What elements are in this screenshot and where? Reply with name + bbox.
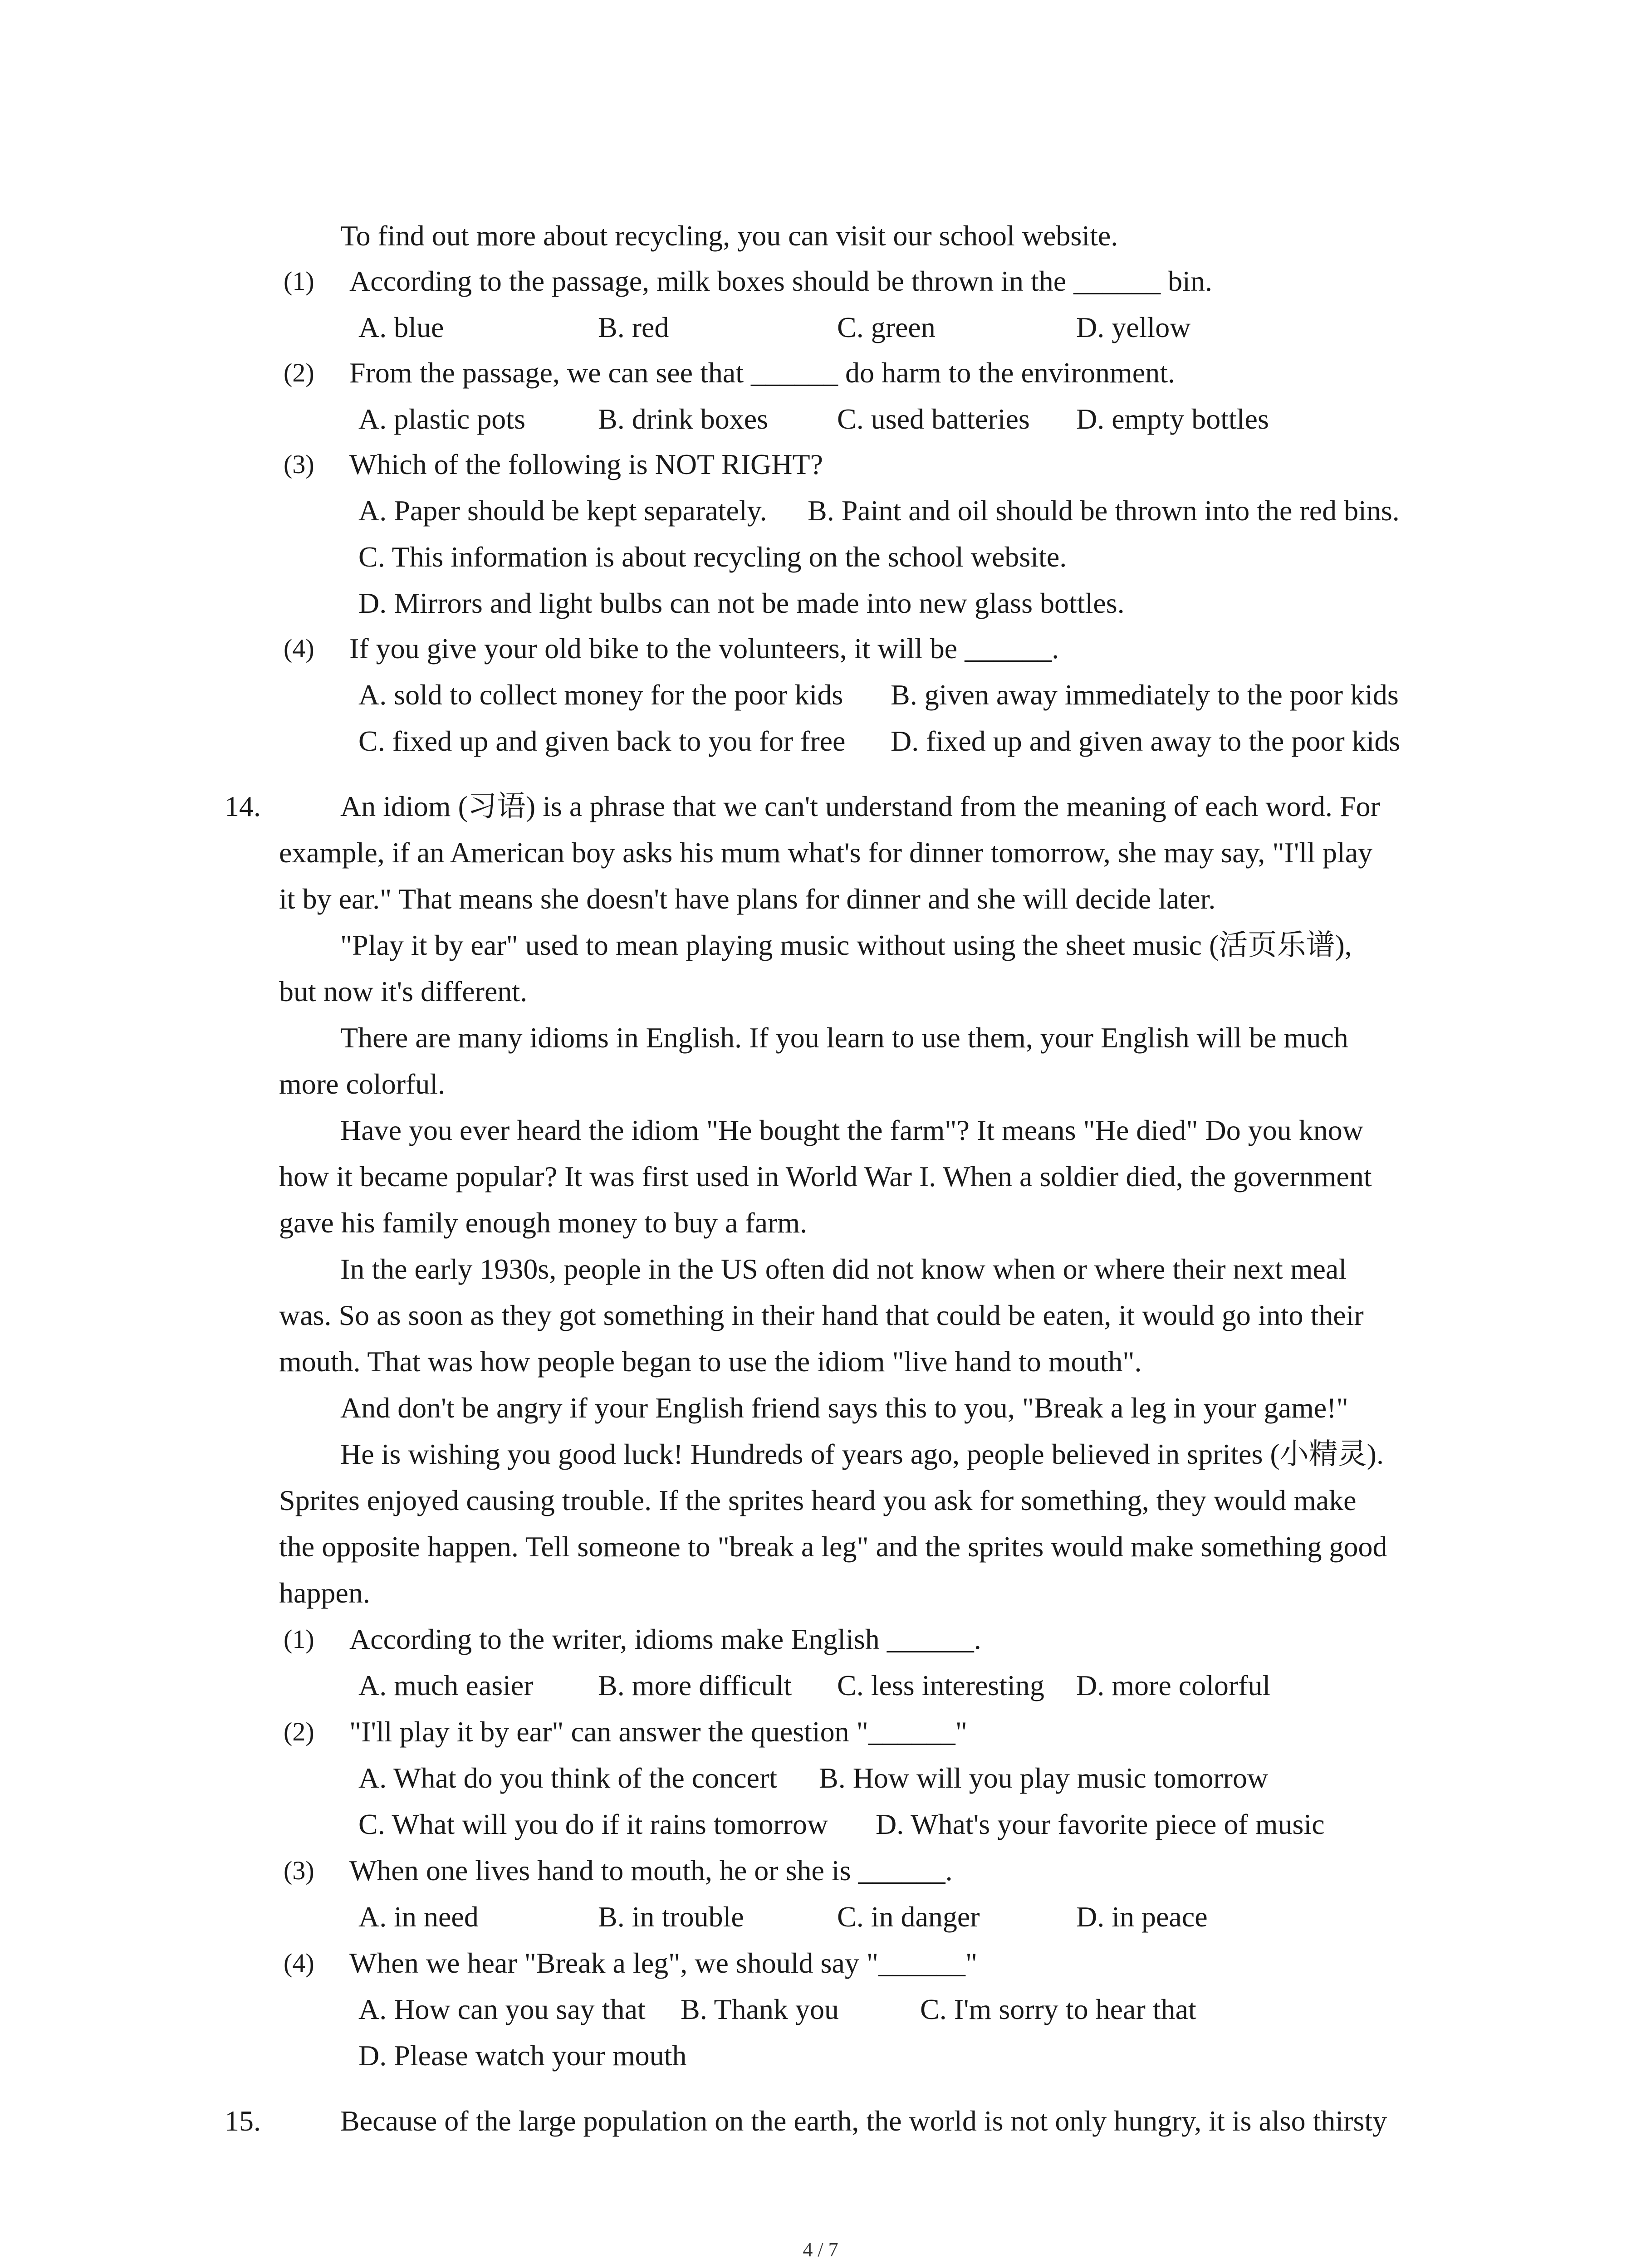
question-stem: When we hear "Break a leg", we should say "______" <box>349 1947 978 1979</box>
passage-line: the opposite happen. Tell someone to "break a leg" and the sprites would make something good <box>279 1530 1387 1563</box>
question-number: (1) <box>284 1624 314 1654</box>
option-b: B. drink boxes <box>598 403 769 435</box>
option-d: D. Please watch your mouth <box>358 2039 687 2072</box>
option-a: A. in need <box>358 1901 479 1933</box>
passage-line: how it became popular? It was first used in World War I. When a soldier died, the government <box>279 1160 1372 1193</box>
option-c: C. This information is about recycling on the school website. <box>358 541 1067 573</box>
question-stem: If you give your old bike to the volunteers, it will be ______. <box>349 632 1059 665</box>
option-c: C. used batteries <box>837 403 1030 435</box>
option-c: C. in danger <box>837 1901 980 1933</box>
page-number: 4 / 7 <box>803 2239 838 2261</box>
option-a: A. sold to collect money for the poor kids <box>358 679 843 711</box>
option-c: C. green <box>837 311 936 343</box>
passage-line: was. So as soon as they got something in their hand that could be eaten, it would go into their <box>279 1299 1364 1331</box>
question-number: (2) <box>284 358 314 387</box>
question-number: (2) <box>284 1717 314 1746</box>
option-b: B. more difficult <box>598 1669 792 1701</box>
option-a: A. Paper should be kept separately. <box>358 494 767 527</box>
question-stem: When one lives hand to mouth, he or she is ______. <box>349 1854 953 1887</box>
option-a: A. blue <box>358 311 444 343</box>
passage-line: Sprites enjoyed causing trouble. If the sprites heard you ask for something, they would make <box>279 1484 1357 1516</box>
question-stem: "I'll play it by ear" can answer the question "______" <box>349 1716 967 1748</box>
option-c: C. What will you do if it rains tomorrow <box>358 1808 828 1840</box>
option-b: B. How will you play music tomorrow <box>819 1762 1269 1794</box>
option-c: C. less interesting <box>837 1669 1044 1701</box>
passage-line: more colorful. <box>279 1068 446 1100</box>
option-d: D. Mirrors and light bulbs can not be made into new glass bottles. <box>358 587 1125 619</box>
passage-line: To find out more about recycling, you can visit our school website. <box>340 220 1118 252</box>
question-number: (3) <box>284 1856 314 1885</box>
question-number: (3) <box>284 450 314 479</box>
passage-line: And don't be angry if your English friend says this to you, "Break a leg in your game!" <box>340 1392 1348 1424</box>
option-b: B. red <box>598 311 669 343</box>
passage-line: gave his family enough money to buy a farm. <box>279 1207 808 1239</box>
option-c: C. I'm sorry to hear that <box>920 1993 1196 2025</box>
passage-line: it by ear." That means she doesn't have plans for dinner and she will decide later. <box>279 883 1216 915</box>
passage-number: 14. <box>225 790 261 822</box>
option-a: A. How can you say that <box>358 1993 646 2025</box>
option-d: D. fixed up and given away to the poor kids <box>891 725 1401 757</box>
passage-number: 15. <box>225 2105 261 2137</box>
passage-line: An idiom (习语) is a phrase that we can't understand from the meaning of each word. For <box>340 790 1380 822</box>
question-number: (1) <box>284 266 314 296</box>
question-stem: According to the passage, milk boxes should be thrown in the ______ bin. <box>349 265 1212 297</box>
passage-line: example, if an American boy asks his mum what's for dinner tomorrow, she may say, "I'll play <box>279 836 1373 869</box>
option-d: D. yellow <box>1076 311 1191 343</box>
option-d: D. empty bottles <box>1076 403 1269 435</box>
option-b: B. given away immediately to the poor kids <box>891 679 1399 711</box>
option-b: B. Thank you <box>681 1993 839 2025</box>
option-a: A. plastic pots <box>358 403 525 435</box>
question-stem: According to the writer, idioms make English ______. <box>349 1623 981 1655</box>
passage-line: Because of the large population on the earth, the world is not only hungry, it is also thirsty <box>340 2105 1387 2137</box>
passage-line: happen. <box>279 1577 370 1609</box>
option-d: D. more colorful <box>1076 1669 1271 1701</box>
passage-line: There are many idioms in English. If you learn to use them, your English will be much <box>340 1022 1348 1054</box>
option-b: B. in trouble <box>598 1901 744 1933</box>
passage-line: but now it's different. <box>279 975 528 1007</box>
passage-line: "Play it by ear" used to mean playing music without using the sheet music (活页乐谱), <box>340 929 1352 961</box>
question-number: (4) <box>284 1948 314 1978</box>
option-d: D. What's your favorite piece of music <box>876 1808 1325 1840</box>
option-b: B. Paint and oil should be thrown into the red bins. <box>808 494 1400 527</box>
question-stem: Which of the following is NOT RIGHT? <box>349 448 823 480</box>
passage-line: In the early 1930s, people in the US often did not know when or where their next meal <box>340 1253 1347 1285</box>
option-a: A. What do you think of the concert <box>358 1762 778 1794</box>
question-number: (4) <box>284 634 314 663</box>
option-c: C. fixed up and given back to you for free <box>358 725 846 757</box>
question-stem: From the passage, we can see that ______ do harm to the environment. <box>349 357 1175 389</box>
passage-line: mouth. That was how people began to use the idiom "live hand to mouth". <box>279 1345 1142 1378</box>
option-d: D. in peace <box>1076 1901 1208 1933</box>
passage-line: Have you ever heard the idiom "He bought the farm"? It means "He died" Do you know <box>340 1114 1363 1146</box>
option-a: A. much easier <box>358 1669 534 1701</box>
passage-line: He is wishing you good luck! Hundreds of years ago, people believed in sprites (小精灵). <box>340 1438 1384 1470</box>
